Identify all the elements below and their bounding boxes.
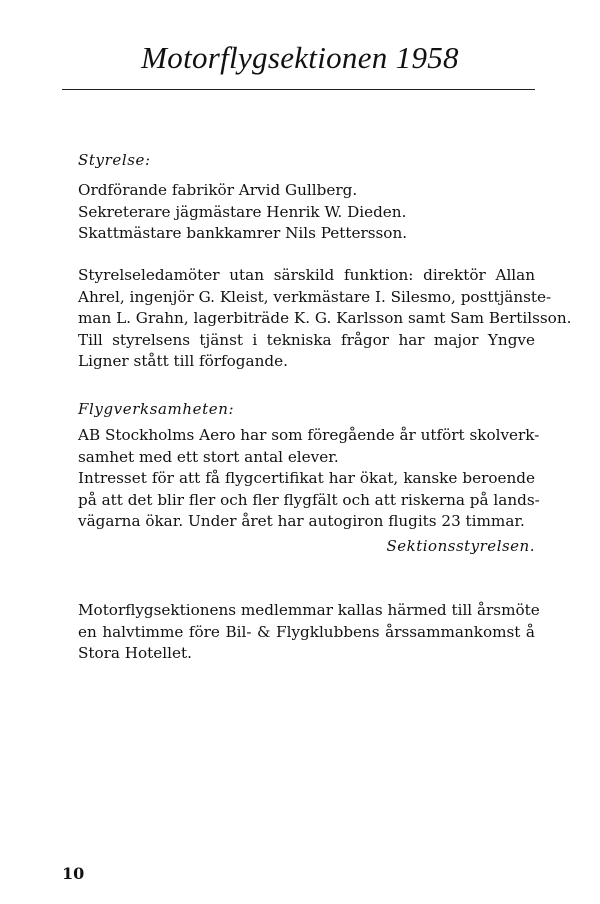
paragraph-line: vägarna ökar. Under året har autogiron flugits 23 timmar. — [78, 512, 525, 530]
styrelse-line: Ordförande fabrikör Arvid Gullberg. — [78, 181, 358, 199]
paragraph-line: Stora Hotellet. — [78, 644, 192, 662]
signature: Sektionsstyrelsen. — [386, 537, 535, 555]
paragraph-line: samhet med ett stort antal elever. — [78, 447, 339, 466]
styrelse-heading: Styrelse: — [78, 151, 151, 169]
styrelse-line: Skattmästare bankkamrer Nils Pettersson. — [78, 224, 408, 242]
paragraph-line: Ahrel, ingenjör G. Kleist, verkmästare I. Silesmo, posttjänste- — [78, 287, 552, 306]
paragraph-line: Intresset för att få flygcertifikat har ökat, kanske beroende — [78, 469, 535, 487]
flygverksamheten-heading: Flygverksamheten: — [78, 400, 235, 418]
kallelse-paragraph — [78, 600, 540, 665]
styrelse-list — [78, 180, 535, 245]
paragraph-line: en halvtimme före Bil- & Flygklubbens årssammankomst å — [78, 622, 535, 641]
paragraph-line: AB Stockholms Aero har som föregående år utfört skolverk- — [78, 426, 540, 444]
flygverksamheten-paragraph — [78, 425, 540, 533]
paragraph-line: Till styrelsens tjänst i tekniska frågor har major Yngve — [78, 330, 535, 349]
paragraph-line: Ligner stått till förfogande. — [78, 352, 288, 370]
styrelse-line: Sekreterare jägmästare Henrik W. Dieden. — [78, 202, 407, 221]
ledamoter-paragraph — [78, 265, 572, 373]
page-number: 10 — [62, 864, 85, 883]
page-title: Motorflygsektionen 1958 — [141, 40, 459, 75]
paragraph-line: Styrelseledamöter utan särskild funktion: direktör Allan — [78, 266, 535, 284]
title-rule — [62, 89, 535, 90]
paragraph-line: man L. Grahn, lagerbiträde K. G. Karlsson samt Sam Bertilsson. — [78, 309, 572, 327]
paragraph-line: på att det blir fler och fler flygfält och att riskerna på lands- — [78, 490, 540, 509]
paragraph-line: Motorflygsektionens medlemmar kallas härmed till årsmöte — [78, 601, 540, 619]
